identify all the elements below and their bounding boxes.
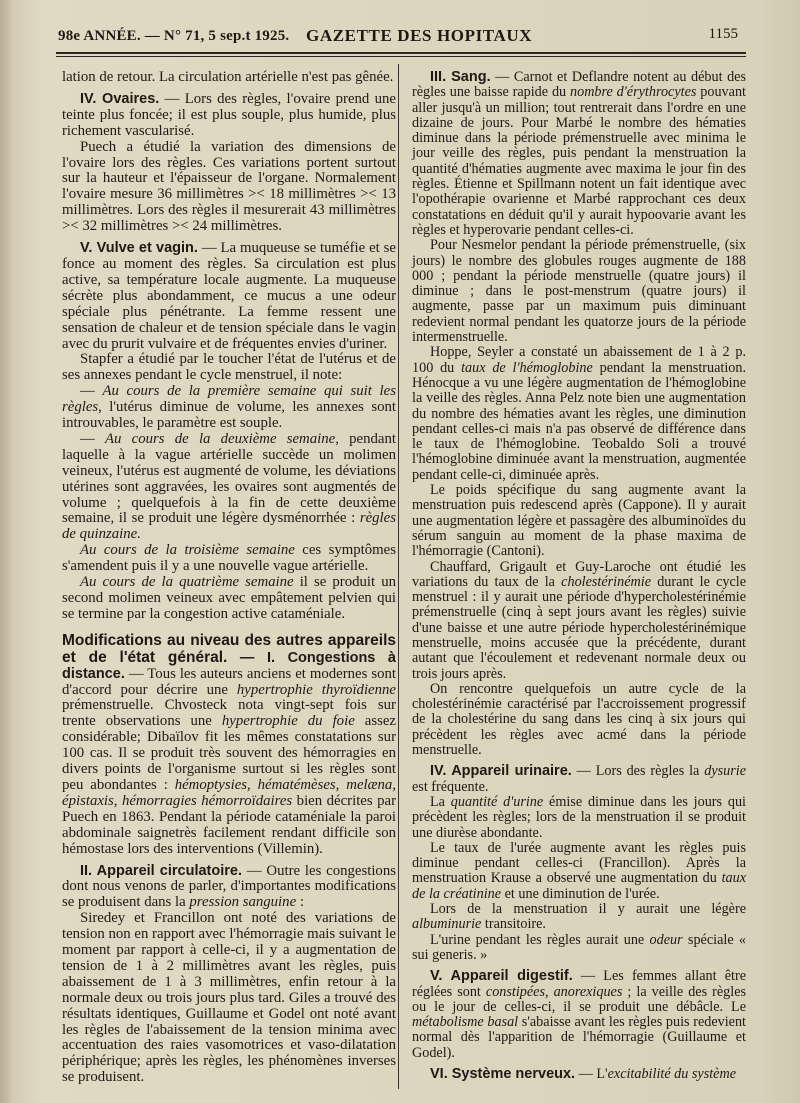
- paragraph: VI. Système nerveux. — L'excitabilité du système: [430, 1066, 737, 1082]
- paragraph: II. Appareil circulatoire. — Outre les congestions dont nous venons de parler, d'importantes modifications se produisent dans la pression sanguine :: [62, 862, 396, 911]
- paragraph: Lors de la menstruation il y aurait une légère albuminurie transitoire.: [412, 901, 746, 933]
- paragraph: On rencontre quelquefois un autre cycle de la cholestérinémie caractérisé par l'accroissement progressif de la cholestérine du sang dans les cinq à six jours qui précèdent les règles avec acmé dans la période menstruelle.: [412, 680, 746, 759]
- section-heading: V. Appareil digestif.: [430, 968, 573, 985]
- column-divider: [398, 64, 399, 1089]
- paragraph: — Au cours de la deuxième semaine, pendant laquelle à la vague artérielle succède un molimen veineux, l'utérus est augmenté de volume, les déviations utérines sont aggravées, les ovaires sont augmentés de volume ; quelquefois à la fin de cette deuxième semaine, il se produit une légère dysménorrhée : règles de quinzaine.: [62, 430, 396, 543]
- section-heading: II. Appareil circulatoire.: [80, 862, 243, 879]
- paragraph: Le poids spécifique du sang augmente avant la menstruation puis redescend après (Cappone). Il y aurait une augmentation légère et passagère des albuminoïdes du sérum sanguin au moment de la phase maxima de l'hémorragie (Cantoni).: [412, 482, 746, 560]
- paragraph: Au cours de la troisième semaine ces symptômes s'amendent puis il y a une nouvelle vague artérielle.: [62, 542, 396, 575]
- section-heading: IV. Appareil urinaire.: [430, 763, 572, 780]
- paragraph: Stapfer a étudié par le toucher l'état de l'utérus et de ses annexes pendant le cycle menstruel, il note:: [62, 351, 396, 384]
- right-column: [412, 70, 746, 1082]
- issue-info: 98e ANNÉE. — N° 71, 5 sep.t 1925.: [58, 28, 290, 44]
- main-heading: Modifications au niveau des autres appareils et de l'état général.: [62, 631, 396, 666]
- journal-title: GAZETTE DES HOPITAUX: [306, 26, 533, 45]
- paragraph: Puech a étudié la variation des dimensions de l'ovaire lors des règles. Ces variations portent surtout sur la hauteur et l'épaisseur de l'organe. Normalement l'ovaire mesure 36 millimètres >< 18 millimètres >< 13 millimètres. Lors des règles il mesurerait 43 millimètres >< 32 millimètres >< 24 millimètres.: [62, 138, 396, 235]
- paragraph: Modifications au niveau des autres appareils et de l'état général. — I. Congestions à distance. — Tous les auteurs anciens et modernes sont d'accord pour décrire une hypertrophie thyroïdienne prémenstruelle. Chvosteck nota vingt-sept fois sur trente observations une hypertrophie du foie assez considérable; Dibaïlov fit les mêmes constatations sur 100 cas. Il se produit très souvent des hémorragies en divers points de l'organisme surtout si les règles sont peu abondantes : hémoptysies, hématémèses, melæna, épistaxis, hémorragies hémorroïdaires bien décrites par Puech en 1863. Pendant la période cataméniale la paroi abdominale saignetrès facilement rendant difficile son hémostase lors des interventions (Villemin).: [62, 631, 396, 857]
- page-number: 1155: [708, 26, 738, 42]
- header-rule: [56, 52, 746, 54]
- page-header: [58, 24, 738, 46]
- section-heading: IV. Ovaires.: [80, 90, 160, 107]
- section-heading: V. Vulve et vagin.: [80, 240, 198, 257]
- paragraph: Le taux de l'urée augmente avant les règles puis diminue pendant celles-ci (Francillon). Après la menstruation Krause a observé une augmentation du taux de la créatinine et une diminution de l'urée.: [412, 839, 746, 902]
- section-heading: VI. Système nerveux.: [430, 1066, 576, 1082]
- paragraph: Pour Nesmelor pendant la période prémenstruelle, (six jours) le nombre des globules rouges augmente de 188 000 ; pendant la période menstruelle (quatre jours) il diminue ; dans le post-menstrum (quatre jours) il augmente, passe par un maximum puis diminuant redevient normal pendant les quatorze jours de la période intermenstruelle.: [412, 237, 746, 346]
- paragraph: V. Vulve et vagin. — La muqueuse se tuméfie et se fonce au moment des règles. Sa circulation est plus active, sa température locale augmente. La muqueuse sécrète plus abondamment, ce mucus a une odeur spéciale plus pénétrante. La femme ressent une sensation de chaleur et de tension spéciale dans le vagin avec du prurit vulvaire et de fréquentes envies d'uriner.: [62, 240, 396, 352]
- paragraph: IV. Appareil urinaire. — Lors des règles la dysurie est fréquente.: [412, 763, 746, 795]
- paragraph: Siredey et Francillon ont noté des variations de tension non en rapport avec l'hémorragie mais suivant le moment par rapport à celle-ci, il y a augmentation de tension de 1 à 2 millimètres avant les règles, puis abaissement de 1 à 3 millimètres, enfin retour à la normale deux ou trois jours plus tard. Giles a trouvé des résultats identiques, Guillaume et Godel ont noté avant les règles de l'abaissement de la tension minima avec accentuation des raies vasomotrices et vaso-dilatation périphérique; après les règles, les phénomènes inverses se produisent.: [62, 910, 396, 1086]
- paragraph: III. Sang. — Carnot et Deflandre notent au début des règles une baisse rapide du nombre d'érythrocytes pouvant aller jusqu'à un million; tout rentrerait dans l'ordre en une dizaine de jours. Pour Marbé le nombre des hématies diminue dans la période prémenstruelle avec minima le jour veille des règles, puis pendant la menstruation la quantité d'hématies augmente avec maxima le jour fin des règles. Étienne et Spillmann notent un fait identique avec l'opothérapie ovarienne et Marbé rapprochant ces deux constatations en déduit qu'il y aurait hypoovarie avant les règles et hyperovarie pendant celles-ci.: [412, 69, 746, 238]
- section-heading: III. Sang.: [430, 69, 491, 85]
- paragraph: lation de retour. La circulation artérielle n'est pas gênée.: [62, 69, 394, 85]
- paragraph: — Au cours de la première semaine qui suit les règles, l'utérus diminue de volume, les annexes sont introuvables, le paramètre est souple.: [62, 383, 396, 432]
- paragraph: Hoppe, Seyler a constaté un abaissement de 1 à 2 p. 100 du taux de l'hémoglobine pendant la menstruation. Hénocque a vu une légère augmentation de l'hémoglobine la veille des règles. Anna Pelz note bien une augmentation du nombre des hématies avant les règles, une diminution pendant celles-ci mais n'a pas observé de différence dans le taux de l'hémoglobine. Teobaldo Soli a trouvé l'hémoglobine diminuée avant la menstruation, augmentée pendant celle-ci, diminuée après.: [412, 344, 746, 483]
- paragraph: Chauffard, Grigault et Guy-Laroche ont étudié les variations du taux de la cholestérinémie durant le cycle menstruel : il y aurait une période d'hypercholestérinémie prémenstruelle (cinq à sept jours avant les règles) suivie d'une baisse et une autre période hypercholestérinémique menstruelle, moins accusée que la précédente, durant autant que l'écoulement et redevenant normale deux ou trois jours après.: [412, 558, 746, 682]
- paragraph: V. Appareil digestif. — Les femmes allant être réglées sont constipées, anorexiques ; la veille des règles ou le jour de celles-ci, il se produit une débâcle. Le métabolisme basal s'abaisse avant les règles puis redevient normal dès l'apparition de l'hémorragie (Guillaume et Godel).: [412, 968, 747, 1061]
- header-rule-thin: [56, 56, 746, 57]
- paragraph: IV. Ovaires. — Lors des règles, l'ovaire prend une teinte plus foncée; il est plus souple, plus humide, plus richement vascularisé.: [62, 90, 396, 139]
- left-column: [62, 70, 396, 1086]
- paragraph: Au cours de la quatrième semaine il se produit un second molimen veineux avec empâtement pelvien qui se termine par la congestion active cataméniale.: [62, 574, 396, 622]
- paragraph: L'urine pendant les règles aurait une odeur spéciale « sui generis. »: [412, 931, 747, 963]
- paragraph: La quantité d'urine émise diminue dans les jours qui précèdent les règles; lors de la menstruation il se produit une diurèse abondante.: [412, 793, 746, 841]
- section-heading: — I. Congestions à distance.: [62, 649, 396, 682]
